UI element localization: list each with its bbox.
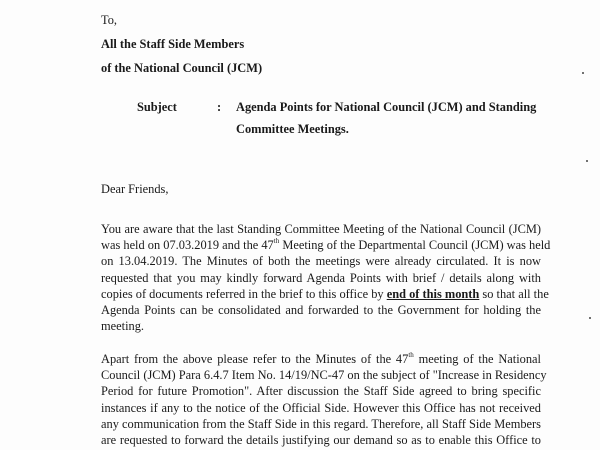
paragraph-2-line [101, 351, 541, 367]
scan-speck [589, 317, 591, 319]
to-line: To, [101, 13, 117, 27]
subject-colon: : [217, 100, 222, 114]
paragraph-1-line: requested that you may kindly forward Agenda Points with brief / details along with [101, 270, 541, 285]
paragraph-2-line: Period for future Promotion". After discussion the Staff Side agreed to bring specific [101, 384, 541, 399]
superscript: th [273, 237, 280, 246]
text-run: so that all the [479, 286, 549, 301]
addressee-line-2: of the National Council (JCM) [101, 61, 263, 75]
paragraph-2-line: instances if any to the notice of the Official Side. However this Office has not received [101, 400, 541, 415]
text-run: meeting of the National [413, 352, 541, 366]
superscript: th [408, 350, 414, 359]
text-run: copies of documents referred in the brief to this office by [101, 286, 387, 301]
salutation: Dear Friends, [101, 182, 169, 196]
paragraph-2 [101, 350, 547, 448]
subject-line-1: Agenda Points for National Council (JCM) and Standing [236, 100, 537, 114]
subject-label: Subject [137, 100, 177, 114]
paragraph-1-line: on 13.04.2019. The Minutes of both the meetings were already circulated. It is now [101, 254, 541, 269]
paragraph-2-line: any communication from the Staff Side in this regard. Therefore, all Staff Side Members [101, 416, 541, 431]
paragraph-1-line [101, 237, 551, 253]
paragraph-2-line: Council (JCM) Para 6.4.7 Item No. 14/19/NC-47 on the subject of "Increase in Residency [101, 368, 547, 383]
deadline-emphasis: end of this month [386, 286, 480, 301]
addressee-line-1: All the Staff Side Members [101, 37, 245, 51]
paragraph-1-line: You are aware that the last Standing Committee Meeting of the National Council (JCM) [101, 222, 541, 236]
text-run: Apart from the above please refer to the Minutes of the 47 [101, 352, 409, 366]
scan-speck [586, 160, 588, 162]
paragraph-1-line: meeting. [101, 319, 145, 334]
paragraph-2-line: are requested to forward the details justifying our demand so as to enable this Office to [101, 432, 541, 447]
subject-line-2: Committee Meetings. [236, 122, 349, 136]
paragraph-1 [101, 221, 551, 334]
text-run: Meeting of the Departmental Council (JCM) was held [279, 238, 551, 253]
text-run: was held on 07.03.2019 and the 47 [101, 238, 274, 253]
scan-speck [582, 72, 584, 74]
paragraph-1-line [101, 286, 549, 302]
paragraph-1-line: Agenda Points can be consolidated and forwarded to the Government for holding the [101, 302, 541, 317]
